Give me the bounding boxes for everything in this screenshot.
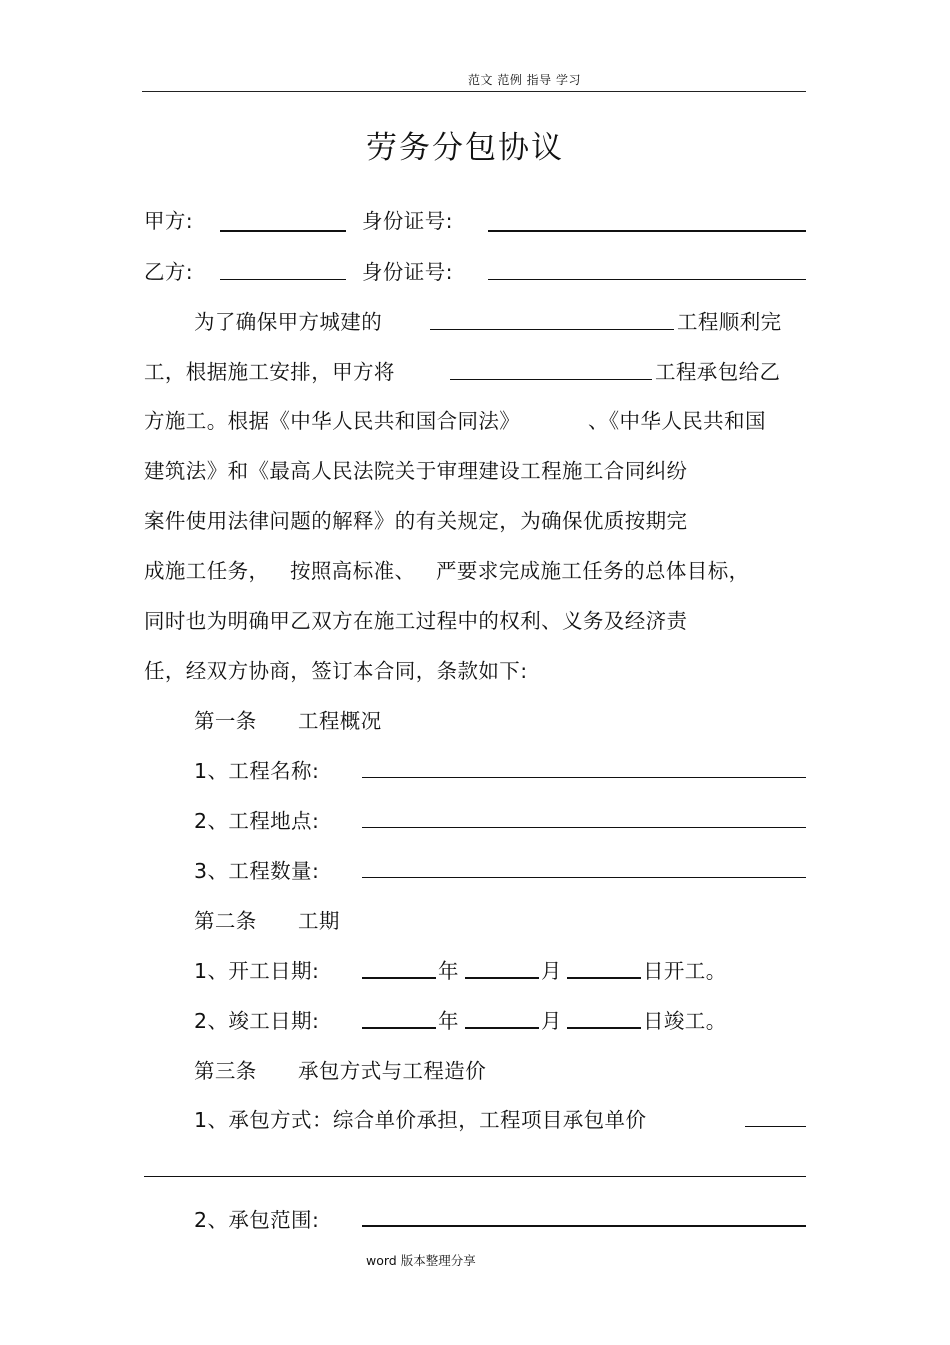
end-date-label: 2、竣工日期:	[194, 1009, 320, 1033]
contract-method-label: 1、承包方式：综合单价承担，工程项目承包单价	[194, 1108, 647, 1132]
party-a-id-field[interactable]	[488, 230, 806, 232]
project-quantity-field[interactable]	[362, 877, 806, 878]
contract-scope-label: 2、承包范围:	[194, 1208, 320, 1232]
project-name-blank-1[interactable]	[430, 329, 674, 330]
intro-line1-a: 为了确保甲方城建的	[194, 310, 383, 334]
party-b-label: 乙方:	[144, 260, 194, 284]
page-header: 范文 范例 指导 学习	[468, 73, 581, 87]
start-day-suffix: 日开工。	[643, 959, 727, 983]
intro-line6-a: 成施工任务，	[144, 559, 270, 583]
intro-line3-b: 、《中华人民共和国	[588, 409, 766, 433]
intro-line7: 同时也为明确甲乙双方在施工过程中的权利、义务及经济责	[144, 609, 688, 633]
intro-line4: 建筑法》和《最高人民法院关于审理建设工程施工合同纠纷	[144, 459, 688, 483]
end-year-label: 年	[438, 1009, 459, 1033]
intro-line3-a: 方施工。根据《中华人民共和国合同法》	[144, 409, 521, 433]
project-name-field[interactable]	[362, 777, 806, 778]
intro-line8: 任，经双方协商，签订本合同，条款如下:	[144, 659, 528, 683]
article1-number: 第一条	[194, 709, 257, 733]
document-title: 劳务分包协议	[366, 130, 564, 166]
party-a-label: 甲方:	[144, 209, 194, 233]
start-year-label: 年	[438, 959, 459, 983]
start-year-field[interactable]	[362, 977, 436, 979]
end-day-suffix: 日竣工。	[643, 1009, 727, 1033]
intro-line6-b: 按照高标准、	[290, 559, 416, 583]
intro-line2-b: 工程承包给乙	[655, 360, 781, 384]
project-name-label: 1、工程名称:	[194, 759, 320, 783]
intro-line2-a: 工，根据施工安排，甲方将	[144, 360, 395, 384]
intro-line5: 案件使用法律问题的解释》的有关规定，为确保优质按期完	[144, 509, 688, 533]
end-month-field[interactable]	[465, 1027, 539, 1029]
party-a-id-label: 身份证号:	[362, 209, 453, 233]
party-a-name-field[interactable]	[220, 230, 346, 232]
party-b-id-field[interactable]	[488, 279, 806, 280]
end-day-field[interactable]	[567, 1027, 641, 1029]
end-year-field[interactable]	[362, 1027, 436, 1029]
intro-line1-b: 工程顺利完	[677, 310, 782, 334]
party-b-name-field[interactable]	[220, 279, 346, 280]
project-quantity-label: 3、工程数量:	[194, 859, 320, 883]
page-footer: word 版本整理分享	[366, 1253, 476, 1268]
article1-title: 工程概况	[298, 709, 382, 733]
article2-number: 第二条	[194, 909, 257, 933]
end-month-label: 月	[541, 1009, 562, 1033]
start-date-label: 1、开工日期:	[194, 959, 320, 983]
project-location-field[interactable]	[362, 827, 806, 828]
party-b-id-label: 身份证号:	[362, 260, 453, 284]
article3-number: 第三条	[194, 1059, 257, 1083]
contract-scope-field[interactable]	[362, 1225, 806, 1227]
start-month-field[interactable]	[465, 977, 539, 979]
unit-price-continuation-field[interactable]	[144, 1176, 806, 1177]
unit-price-field[interactable]	[745, 1126, 806, 1127]
start-day-field[interactable]	[567, 977, 641, 979]
project-location-label: 2、工程地点:	[194, 809, 320, 833]
project-name-blank-2[interactable]	[450, 379, 652, 380]
start-month-label: 月	[541, 959, 562, 983]
header-rule	[142, 91, 806, 92]
article3-title: 承包方式与工程造价	[298, 1059, 487, 1083]
article2-title: 工期	[298, 909, 340, 933]
intro-line6-c: 严要求完成施工任务的总体目标，	[436, 559, 750, 583]
